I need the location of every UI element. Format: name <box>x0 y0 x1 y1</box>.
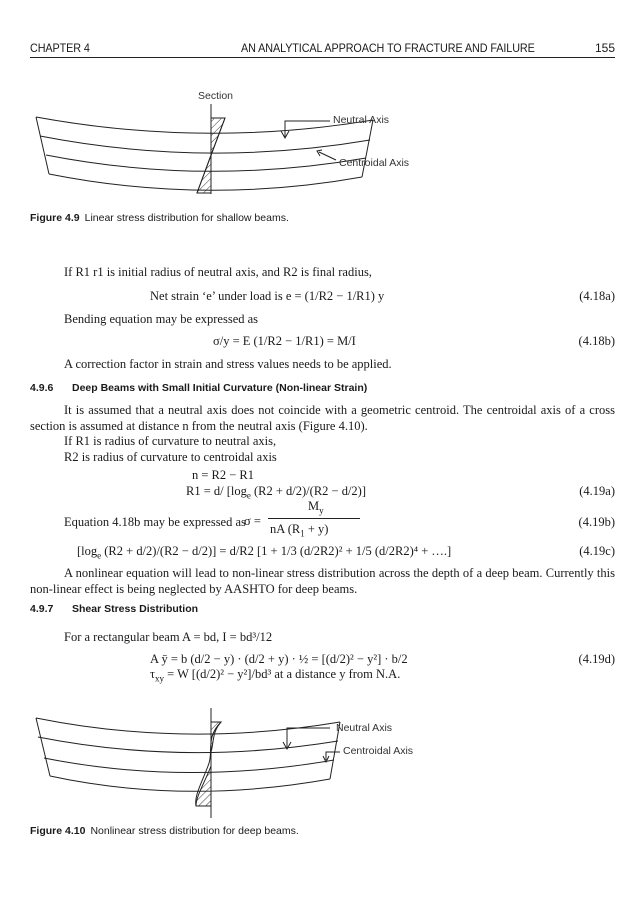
caption-number: Figure 4.10 <box>30 825 86 837</box>
equation-4-19a <box>186 484 366 501</box>
figure-4-10-caption <box>30 825 299 837</box>
fraction-bar <box>268 518 360 519</box>
equation-4-19d: A ȳ = b (d/2 − y) · (d/2 + y) · ½ = [(d/2)² − y²] · b/2 <box>150 652 408 666</box>
section-number: 4.9.6 <box>30 382 54 394</box>
tau-symbol: τ <box>150 667 156 681</box>
eq-r1-pre: R1 = d/ [log <box>186 484 247 498</box>
section-4-9-6-heading <box>30 382 367 394</box>
figure-4-9-caption <box>30 212 289 224</box>
fraction-denominator <box>270 522 328 539</box>
section-4-9-6-paragraph-2: A nonlinear equation will lead to non-linear stress distribution across the depth of a deep beam. Currently this non-linear effect is being neglected by AASHTO for deep beams. <box>30 566 615 596</box>
equation-number-4-19a: (4.19a) <box>579 484 615 498</box>
centroidal-axis-label: Centroidal Axis <box>339 157 410 169</box>
equation-number-4-18a: (4.18a) <box>579 289 615 303</box>
running-title: AN ANALYTICAL APPROACH TO FRACTURE AND FAILURE <box>241 41 535 55</box>
section-4-9-6-line-1: If R1 is radius of curvature to neutral axis, <box>64 434 277 448</box>
equation-4-19b-lead: Equation 4.18b may be expressed as <box>64 515 246 529</box>
equation-4-18a: Net strain ‘e’ under load is e = (1/R2 − 1/R1) y <box>150 289 385 303</box>
section-4-9-6-line-2: R2 is radius of curvature to centroidal axis <box>64 450 277 464</box>
neutral-axis-label: Neutral Axis <box>333 114 390 126</box>
eq-c-sub: e <box>97 550 102 561</box>
section-4-9-6-paragraph: It is assumed that a neutral axis does not coincide with a geometric centroid. The centroidal axis of a cross section is assumed at distance n from the neutral axis (Figure 4.10). <box>30 403 615 433</box>
denominator-post: + y) <box>304 522 329 536</box>
intro-line-1: If R1 r1 is initial radius of neutral axis, and R2 is final radius, <box>64 265 372 279</box>
section-title: Shear Stress Distribution <box>72 603 199 615</box>
tau-sub: xy <box>155 673 165 684</box>
equation-number-4-19b: (4.19b) <box>578 515 615 529</box>
eq-c-post: (R2 + d/2)/(R2 − d/2)] = d/R2 [1 + 1/3 (d/2R2)² + 1/5 (d/2R2)⁴ + ….] <box>101 544 452 558</box>
equation-number-4-19c: (4.19c) <box>579 544 615 558</box>
intro-line-2: Bending equation may be expressed as <box>64 312 259 326</box>
denominator-pre: nA (R <box>270 522 301 536</box>
caption-text: Nonlinear stress distribution for deep beams. <box>90 825 299 837</box>
intro-line-3: A correction factor in strain and stress values needs to be applied. <box>64 357 392 371</box>
header-rule <box>30 57 615 58</box>
eq-r1-post: (R2 + d/2)/(R2 − d/2)] <box>250 484 367 498</box>
equation-number-4-19d: (4.19d) <box>578 652 615 666</box>
page-number: 155 <box>594 41 615 55</box>
equation-4-19c <box>77 544 451 561</box>
section-title: Deep Beams with Small Initial Curvature (Non-linear Strain) <box>72 382 368 394</box>
tau-post: = W [(d/2)² − y²]/bd³ at a distance y from N.A. <box>164 667 401 681</box>
section-number: 4.9.7 <box>30 603 54 615</box>
section-4-9-7-heading <box>30 603 198 615</box>
denominator-sub: 1 <box>300 528 305 539</box>
sigma-symbol: σ = <box>244 514 261 528</box>
caption-number: Figure 4.9 <box>30 212 80 224</box>
fraction-numerator <box>308 499 324 516</box>
fig10-neutral-axis-label: Neutral Axis <box>336 722 393 734</box>
equation-4-18b: σ/y = E (1/R2 − 1/R1) = M/I <box>213 334 356 348</box>
equation-n: n = R2 − R1 <box>192 468 255 482</box>
numerator-sub: y <box>319 505 324 516</box>
numerator-m: M <box>308 499 320 513</box>
section-4-9-7-line-1: For a rectangular beam A = bd, I = bd³/12 <box>64 630 273 644</box>
equation-number-4-18b: (4.18b) <box>578 334 615 348</box>
caption-text: Linear stress distribution for shallow beams. <box>84 212 289 224</box>
eq-r1-sub: e <box>246 490 251 501</box>
chapter-label: CHAPTER 4 <box>30 41 90 55</box>
section-label: Section <box>198 90 234 102</box>
fig10-centroidal-axis-label: Centroidal Axis <box>343 745 414 757</box>
shear-stress-equation <box>150 667 400 684</box>
eq-c-pre: [log <box>77 544 98 558</box>
